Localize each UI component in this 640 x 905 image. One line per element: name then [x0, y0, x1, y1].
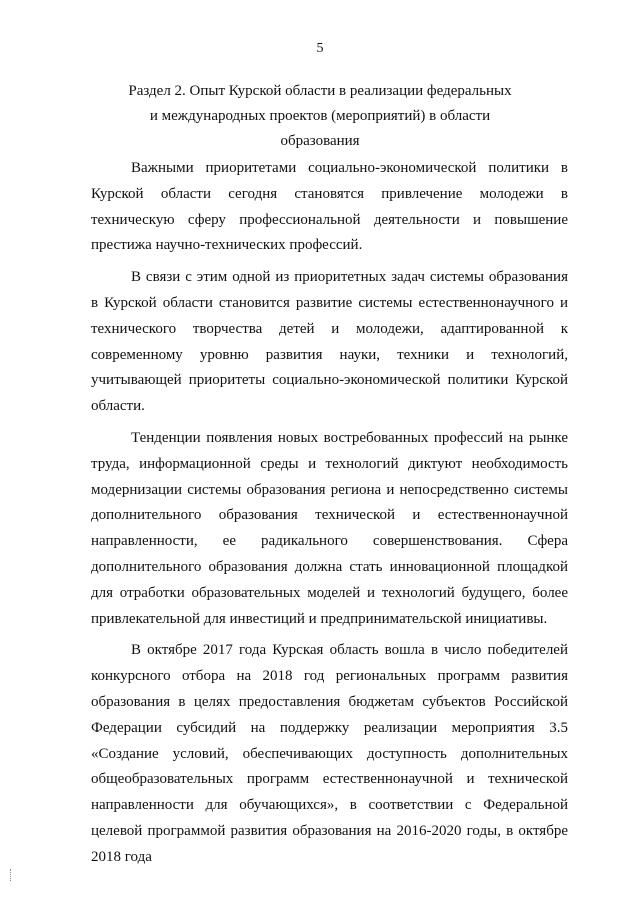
- heading-line-1: Раздел 2. Опыт Курской области в реализации федеральных: [128, 83, 512, 99]
- heading-line-2: и международных проектов (мероприятий) в области: [149, 108, 491, 124]
- paragraph-4: В октябре 2017 года Курская область вошла в число победителей конкурсного отбора на 2018 год региональных программ развития образования в целях предоставления бюджетам субъектов Российской Федерации субсидий на поддержку реализации мероприятия 3.5 «Создание условий, обеспечивающих доступность дополнительных общеобразовательных программ естественнонаучной и технической направленности для обучающихся», в соответствии с Федеральной целевой программой развития образования на 2016-2020 годы, в октябре 2018 года: [91, 642, 568, 865]
- paragraph-3: Тенденции появления новых востребованных профессий на рынке труда, информационной среды и технологий диктуют необходимость модернизации системы образования региона и непосредственно системы дополнительного образования технической и естественнонаучной направленности, ее радикального совершенствования. Сфера дополнительного образования должна стать инновационной площадкой для отработки образовательных моделей и технологий будущего, более привлекательной для инвестиций и предпринимательской инициативы.: [91, 429, 568, 627]
- scan-margin-mark: [10, 869, 12, 881]
- body-text: [91, 156, 568, 877]
- paragraph-2: В связи с этим одной из приоритетных задач системы образования в Курской области становится развитие системы естественнонаучного и технического творчества детей и молодежи, адаптированной к современному уровню развития науки, техники и технологий, учитывающей приоритеты социально-экономической политики Курской области.: [91, 269, 568, 415]
- section-heading: [90, 79, 550, 154]
- page-number: 5: [316, 41, 324, 56]
- paragraph-1: Важными приоритетами социально-экономической политики в Курской области сегодня становятся привлечение молодежи в техническую сферу профессиональной деятельности и повышение престижа научно-технических профессий.: [91, 160, 568, 254]
- heading-line-3: образования: [280, 133, 360, 149]
